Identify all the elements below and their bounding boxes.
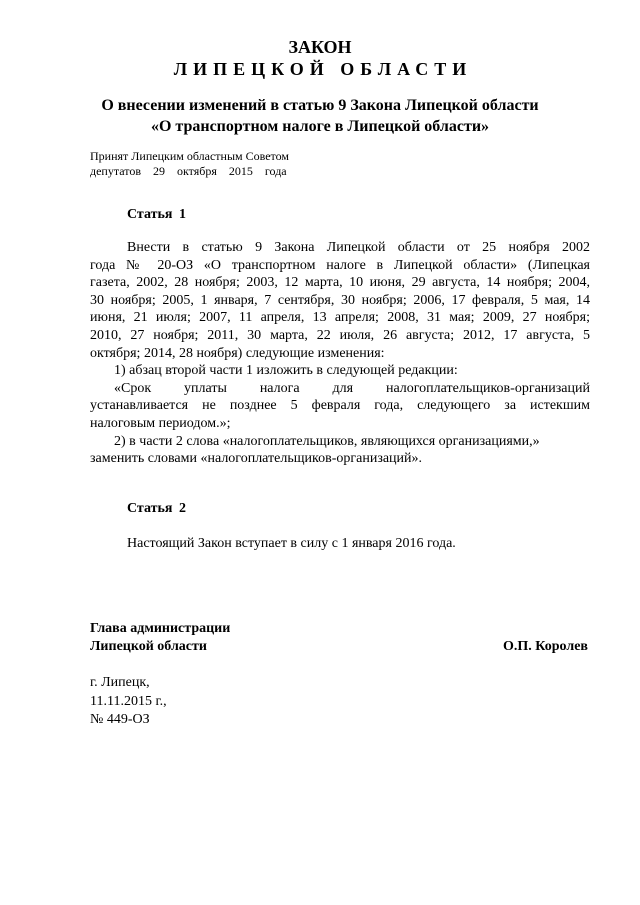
footer-number: № 449-ОЗ xyxy=(90,712,150,727)
article-1-intro-line: июня, 21 июля; 2007, 11 апреля, 13 апреля; 2008, 31 мая; 2009, 27 ноября; xyxy=(90,310,590,326)
law-subject xyxy=(60,95,580,137)
article-1-intro-line: 30 ноября; 2005, 1 января, 7 сентября, 30 ноября; 2006, 17 февраля, 5 мая, 14 xyxy=(90,292,590,308)
article-1-quote-line: налоговым периодом.»; xyxy=(90,415,231,431)
article-1-body xyxy=(90,239,590,468)
footer-date: 11.11.2015 г., xyxy=(90,693,167,709)
article-2-text: Настоящий Закон вступает в силу с 1 января 2016 года. xyxy=(127,536,456,551)
signature-title-line-1: Глава администрации xyxy=(90,621,231,636)
footer-city: г. Липецк, xyxy=(90,675,150,690)
law-subject-line-1: О внесении изменений в статью 9 Закона Липецкой области xyxy=(101,97,539,114)
law-subject-line-2: «О транспортном налоге в Липецкой области» xyxy=(150,118,490,135)
article-1-item-2-line: 2) в части 2 слова «налогоплательщиков, являющихся организациями,» xyxy=(114,433,540,449)
article-1-intro-line: Внести в статью 9 Закона Липецкой области от 25 ноября 2002 xyxy=(127,240,590,255)
article-1-intro-line: газета, 2002, 28 ноября; 2003, 12 марта, 10 июня, 29 августа, 14 ноября; 2004, xyxy=(90,275,590,291)
signatory-name: О.П. Королев xyxy=(503,639,588,654)
article-1-quote-line: «Срок уплаты налога для налогоплательщиков-организаций xyxy=(114,380,590,396)
signature-title xyxy=(90,620,230,656)
article-1-item-2-line: заменить словами «налогоплательщиков-организаций». xyxy=(90,451,423,467)
article-1-quote-line: устанавливается не позднее 5 февраля года, следующего за истекшим xyxy=(90,398,590,414)
adoption-note-line-1: Принят Липецким областным Советом xyxy=(90,149,289,163)
document-footer xyxy=(90,674,167,730)
law-title: ЗАКОН xyxy=(288,37,352,57)
adoption-note-line-2: депутатов 29 октября 2015 года xyxy=(90,164,287,178)
article-1-intro-line: года № 20-ОЗ «О транспортном налоге в Липецкой области» (Липецкая xyxy=(90,257,590,273)
law-region: ЛИПЕЦКОЙ ОБЛАСТИ xyxy=(173,59,473,79)
article-2-heading: Статья 2 xyxy=(127,501,186,516)
adoption-note xyxy=(90,149,289,179)
article-1-item-1: 1) абзац второй части 1 изложить в следующей редакции: xyxy=(114,363,458,379)
article-1-intro-line: 2010, 27 ноября; 2011, 30 марта, 22 июля, 26 августа; 2012, 17 августа, 5 xyxy=(90,327,590,343)
signature-title-line-2: Липецкой области xyxy=(90,639,207,654)
article-1-heading: Статья 1 xyxy=(127,207,186,222)
article-1-intro-line: октября; 2014, 28 ноября) следующие изменения: xyxy=(90,345,385,361)
